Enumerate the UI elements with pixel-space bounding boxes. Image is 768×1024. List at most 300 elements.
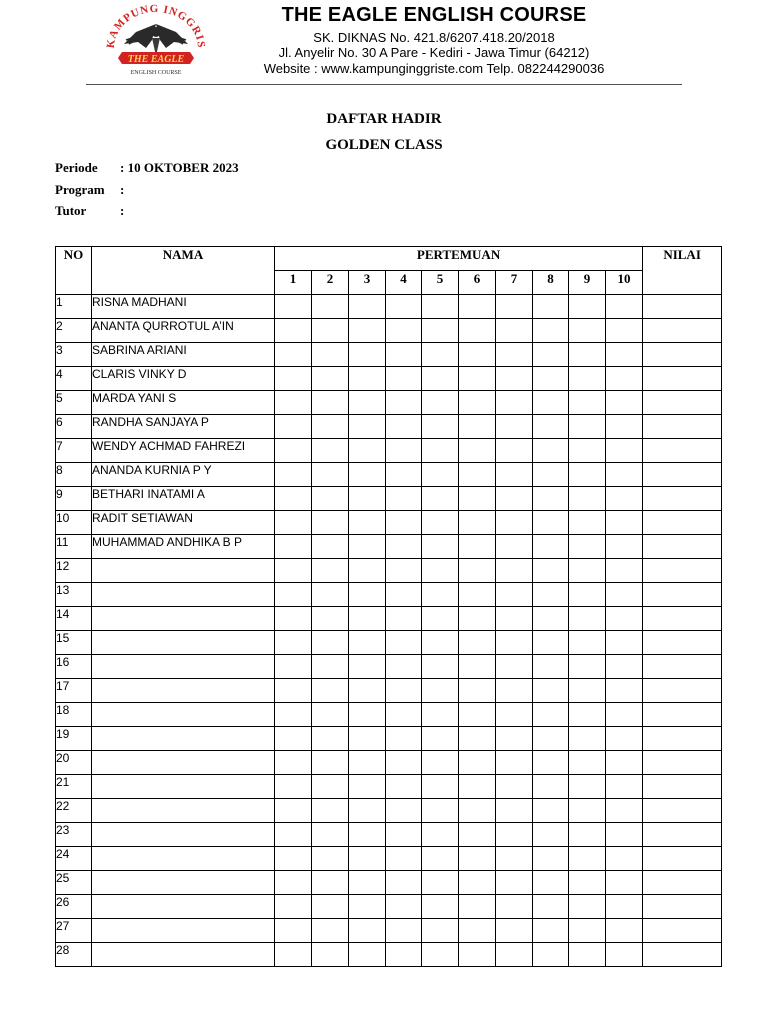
table-row xyxy=(56,487,722,511)
row-number: 28 xyxy=(56,943,92,967)
attendance-cell xyxy=(459,319,496,343)
attendance-cell xyxy=(422,439,459,463)
grade-cell xyxy=(643,319,722,343)
row-number: 2 xyxy=(56,319,92,343)
attendance-cell xyxy=(386,727,422,751)
col-header-meeting: 8 xyxy=(533,271,569,295)
attendance-cell xyxy=(349,775,386,799)
attendance-cell xyxy=(533,751,569,775)
attendance-cell xyxy=(275,415,312,439)
attendance-cell xyxy=(459,439,496,463)
attendance-cell xyxy=(422,295,459,319)
attendance-cell xyxy=(386,343,422,367)
attendance-cell xyxy=(533,415,569,439)
attendance-cell xyxy=(349,679,386,703)
attendance-cell xyxy=(386,535,422,559)
attendance-cell xyxy=(312,607,349,631)
attendance-cell xyxy=(569,799,606,823)
table-row xyxy=(56,535,722,559)
attendance-cell xyxy=(496,583,533,607)
attendance-cell xyxy=(533,727,569,751)
attendance-cell xyxy=(496,559,533,583)
attendance-cell xyxy=(569,367,606,391)
attendance-cell xyxy=(496,847,533,871)
attendance-cell xyxy=(312,559,349,583)
row-number: 15 xyxy=(56,631,92,655)
grade-cell xyxy=(643,559,722,583)
row-number: 10 xyxy=(56,511,92,535)
attendance-cell xyxy=(386,847,422,871)
attendance-cell xyxy=(275,583,312,607)
attendance-cell xyxy=(386,559,422,583)
attendance-cell xyxy=(459,415,496,439)
meta-program xyxy=(55,182,455,198)
grade-cell xyxy=(643,775,722,799)
row-number: 8 xyxy=(56,463,92,487)
attendance-cell xyxy=(459,871,496,895)
meta-tutor xyxy=(55,203,455,219)
attendance-cell xyxy=(533,703,569,727)
grade-cell xyxy=(643,847,722,871)
attendance-cell xyxy=(312,367,349,391)
attendance-cell xyxy=(312,775,349,799)
attendance-cell xyxy=(275,919,312,943)
attendance-cell xyxy=(569,583,606,607)
attendance-cell xyxy=(496,367,533,391)
attendance-cell xyxy=(312,919,349,943)
document-subtitle: GOLDEN CLASS xyxy=(325,137,443,153)
attendance-cell xyxy=(569,703,606,727)
attendance-cell xyxy=(349,943,386,967)
grade-cell xyxy=(643,607,722,631)
grade-cell xyxy=(643,439,722,463)
attendance-cell xyxy=(496,775,533,799)
attendance-cell xyxy=(459,535,496,559)
table-row xyxy=(56,751,722,775)
grade-cell xyxy=(643,871,722,895)
row-number: 9 xyxy=(56,487,92,511)
attendance-cell xyxy=(349,559,386,583)
attendance-cell xyxy=(569,631,606,655)
attendance-cell xyxy=(386,511,422,535)
col-header-nama: NAMA xyxy=(92,247,275,295)
table-row xyxy=(56,679,722,703)
student-name xyxy=(92,775,275,799)
grade-cell xyxy=(643,535,722,559)
table-row xyxy=(56,775,722,799)
attendance-cell xyxy=(422,487,459,511)
attendance-cell xyxy=(386,703,422,727)
table-row xyxy=(56,439,722,463)
attendance-cell xyxy=(606,439,643,463)
attendance-cell xyxy=(606,847,643,871)
attendance-cell xyxy=(349,847,386,871)
attendance-cell xyxy=(496,391,533,415)
grade-cell xyxy=(643,799,722,823)
attendance-cell xyxy=(569,847,606,871)
col-header-meeting: 2 xyxy=(312,271,349,295)
student-name xyxy=(92,871,275,895)
attendance-cell xyxy=(606,655,643,679)
attendance-cell xyxy=(459,343,496,367)
attendance-cell xyxy=(422,823,459,847)
attendance-cell xyxy=(606,535,643,559)
student-name xyxy=(92,655,275,679)
attendance-cell xyxy=(422,919,459,943)
attendance-cell xyxy=(606,775,643,799)
attendance-table xyxy=(55,246,722,967)
attendance-cell xyxy=(533,487,569,511)
row-number: 23 xyxy=(56,823,92,847)
attendance-cell xyxy=(459,727,496,751)
student-name: BETHARI INATAMI A xyxy=(92,487,275,511)
student-name: MARDA YANI S xyxy=(92,391,275,415)
attendance-cell xyxy=(533,439,569,463)
attendance-cell xyxy=(349,487,386,511)
attendance-cell xyxy=(312,895,349,919)
attendance-cell xyxy=(496,439,533,463)
attendance-cell xyxy=(312,511,349,535)
attendance-cell xyxy=(349,295,386,319)
row-number: 20 xyxy=(56,751,92,775)
row-number: 7 xyxy=(56,439,92,463)
attendance-cell xyxy=(349,415,386,439)
grade-cell xyxy=(643,703,722,727)
row-number: 22 xyxy=(56,799,92,823)
attendance-cell xyxy=(422,703,459,727)
attendance-cell xyxy=(422,631,459,655)
attendance-cell xyxy=(275,535,312,559)
logo-bottom-text: ENGLISH COURSE xyxy=(130,70,182,76)
student-name: ANANTA QURROTUL A’IN xyxy=(92,319,275,343)
attendance-cell xyxy=(312,319,349,343)
table-row xyxy=(56,703,722,727)
attendance-cell xyxy=(569,775,606,799)
table-row xyxy=(56,799,722,823)
attendance-cell xyxy=(569,463,606,487)
attendance-cell xyxy=(349,391,386,415)
attendance-cell xyxy=(533,343,569,367)
student-name xyxy=(92,559,275,583)
attendance-cell xyxy=(496,655,533,679)
attendance-cell xyxy=(533,943,569,967)
attendance-cell xyxy=(606,415,643,439)
attendance-cell xyxy=(386,583,422,607)
attendance-cell xyxy=(422,607,459,631)
attendance-cell xyxy=(349,607,386,631)
attendance-cell xyxy=(606,391,643,415)
attendance-cell xyxy=(386,367,422,391)
row-number: 11 xyxy=(56,535,92,559)
attendance-cell xyxy=(569,535,606,559)
attendance-cell xyxy=(496,463,533,487)
attendance-cell xyxy=(459,583,496,607)
org-address: Jl. Anyelir No. 30 A Pare - Kediri - Jawa Timur (64212) xyxy=(278,45,590,60)
attendance-cell xyxy=(496,415,533,439)
attendance-cell xyxy=(496,487,533,511)
attendance-cell xyxy=(496,607,533,631)
attendance-cell xyxy=(569,343,606,367)
attendance-cell xyxy=(496,511,533,535)
table-row xyxy=(56,943,722,967)
attendance-cell xyxy=(606,463,643,487)
attendance-cell xyxy=(422,415,459,439)
attendance-cell xyxy=(422,727,459,751)
attendance-cell xyxy=(312,439,349,463)
attendance-cell xyxy=(312,703,349,727)
attendance-cell xyxy=(349,655,386,679)
attendance-cell xyxy=(349,439,386,463)
attendance-cell xyxy=(496,823,533,847)
meta-periode xyxy=(55,160,455,176)
attendance-cell xyxy=(459,751,496,775)
attendance-cell xyxy=(275,367,312,391)
attendance-cell xyxy=(569,727,606,751)
table-row xyxy=(56,871,722,895)
attendance-cell xyxy=(569,439,606,463)
meta-tutor-label: Tutor xyxy=(55,203,87,218)
attendance-cell xyxy=(422,367,459,391)
attendance-cell xyxy=(349,895,386,919)
attendance-cell xyxy=(606,487,643,511)
header-row xyxy=(56,247,722,271)
attendance-cell xyxy=(496,343,533,367)
attendance-cell xyxy=(606,823,643,847)
attendance-cell xyxy=(606,895,643,919)
attendance-cell xyxy=(275,295,312,319)
table-row xyxy=(56,919,722,943)
row-number: 18 xyxy=(56,703,92,727)
grade-cell xyxy=(643,487,722,511)
table-row xyxy=(56,415,722,439)
attendance-cell xyxy=(606,799,643,823)
attendance-cell xyxy=(569,295,606,319)
attendance-cell xyxy=(312,295,349,319)
attendance-cell xyxy=(496,919,533,943)
student-name xyxy=(92,799,275,823)
grade-cell xyxy=(643,751,722,775)
attendance-cell xyxy=(312,583,349,607)
attendance-cell xyxy=(275,799,312,823)
student-name xyxy=(92,703,275,727)
attendance-cell xyxy=(459,775,496,799)
row-number: 26 xyxy=(56,895,92,919)
attendance-cell xyxy=(496,727,533,751)
attendance-cell xyxy=(275,679,312,703)
attendance-cell xyxy=(533,919,569,943)
attendance-cell xyxy=(275,847,312,871)
attendance-cell xyxy=(569,895,606,919)
col-header-meeting: 4 xyxy=(386,271,422,295)
attendance-cell xyxy=(349,367,386,391)
attendance-cell xyxy=(606,343,643,367)
student-name: ANANDA KURNIA P Y xyxy=(92,463,275,487)
row-number: 16 xyxy=(56,655,92,679)
attendance-cell xyxy=(533,295,569,319)
grade-cell xyxy=(643,415,722,439)
table-row xyxy=(56,655,722,679)
attendance-cell xyxy=(275,631,312,655)
attendance-cell xyxy=(533,847,569,871)
table-row xyxy=(56,583,722,607)
attendance-cell xyxy=(275,703,312,727)
attendance-cell xyxy=(386,895,422,919)
student-name xyxy=(92,583,275,607)
attendance-cell xyxy=(422,871,459,895)
attendance-cell xyxy=(606,583,643,607)
attendance-cell xyxy=(606,631,643,655)
meta-periode-label: Periode xyxy=(55,160,98,175)
attendance-cell xyxy=(275,463,312,487)
student-name: WENDY ACHMAD FAHREZI xyxy=(92,439,275,463)
attendance-cell xyxy=(606,943,643,967)
table-row xyxy=(56,631,722,655)
row-number: 4 xyxy=(56,367,92,391)
attendance-cell xyxy=(459,943,496,967)
attendance-cell xyxy=(312,463,349,487)
attendance-cell xyxy=(533,895,569,919)
row-number: 21 xyxy=(56,775,92,799)
row-number: 25 xyxy=(56,871,92,895)
table-row xyxy=(56,367,722,391)
attendance-cell xyxy=(312,751,349,775)
attendance-cell xyxy=(312,679,349,703)
attendance-cell xyxy=(386,295,422,319)
attendance-cell xyxy=(312,487,349,511)
attendance-cell xyxy=(606,751,643,775)
attendance-cell xyxy=(533,391,569,415)
meta-periode-value: : 10 OKTOBER 2023 xyxy=(120,160,239,175)
attendance-cell xyxy=(386,919,422,943)
attendance-cell xyxy=(496,895,533,919)
grade-cell xyxy=(643,655,722,679)
col-header-meeting: 10 xyxy=(606,271,643,295)
attendance-cell xyxy=(422,319,459,343)
grade-cell xyxy=(643,919,722,943)
attendance-cell xyxy=(422,655,459,679)
attendance-cell xyxy=(606,295,643,319)
attendance-cell xyxy=(386,607,422,631)
attendance-cell xyxy=(533,775,569,799)
attendance-cell xyxy=(606,559,643,583)
table-row xyxy=(56,895,722,919)
grade-cell xyxy=(643,511,722,535)
attendance-cell xyxy=(496,319,533,343)
attendance-cell xyxy=(312,415,349,439)
attendance-cell xyxy=(349,919,386,943)
table-row xyxy=(56,727,722,751)
attendance-cell xyxy=(386,487,422,511)
student-name: SABRINA ARIANI xyxy=(92,343,275,367)
attendance-cell xyxy=(569,919,606,943)
attendance-cell xyxy=(533,655,569,679)
attendance-cell xyxy=(606,367,643,391)
attendance-cell xyxy=(349,583,386,607)
row-number: 1 xyxy=(56,295,92,319)
attendance-cell xyxy=(459,703,496,727)
attendance-cell xyxy=(459,847,496,871)
attendance-cell xyxy=(349,727,386,751)
table-row xyxy=(56,511,722,535)
attendance-cell xyxy=(312,799,349,823)
student-name xyxy=(92,607,275,631)
attendance-cell xyxy=(496,871,533,895)
attendance-cell xyxy=(275,607,312,631)
grade-cell xyxy=(643,679,722,703)
attendance-cell xyxy=(606,607,643,631)
attendance-cell xyxy=(533,559,569,583)
attendance-cell xyxy=(349,463,386,487)
attendance-cell xyxy=(533,367,569,391)
row-number: 12 xyxy=(56,559,92,583)
attendance-cell xyxy=(496,535,533,559)
attendance-cell xyxy=(459,823,496,847)
attendance-cell xyxy=(459,799,496,823)
col-header-meeting: 5 xyxy=(422,271,459,295)
student-name xyxy=(92,847,275,871)
attendance-cell xyxy=(312,631,349,655)
row-number: 24 xyxy=(56,847,92,871)
attendance-cell xyxy=(349,511,386,535)
attendance-cell xyxy=(422,847,459,871)
table-row xyxy=(56,391,722,415)
grade-cell xyxy=(643,391,722,415)
attendance-cell xyxy=(496,295,533,319)
attendance-cell xyxy=(606,679,643,703)
attendance-cell xyxy=(606,511,643,535)
attendance-cell xyxy=(533,799,569,823)
attendance-cell xyxy=(386,679,422,703)
meta-program-value: : xyxy=(120,182,125,197)
attendance-cell xyxy=(422,583,459,607)
table-row xyxy=(56,295,722,319)
attendance-cell xyxy=(275,895,312,919)
attendance-cell xyxy=(275,775,312,799)
attendance-cell xyxy=(349,799,386,823)
letterhead xyxy=(0,0,768,90)
attendance-cell xyxy=(386,775,422,799)
attendance-cell xyxy=(275,943,312,967)
student-name xyxy=(92,679,275,703)
row-number: 14 xyxy=(56,607,92,631)
attendance-cell xyxy=(459,895,496,919)
row-number: 17 xyxy=(56,679,92,703)
org-name: THE EAGLE ENGLISH COURSE xyxy=(281,4,587,26)
attendance-cell xyxy=(459,487,496,511)
attendance-cell xyxy=(386,943,422,967)
grade-cell xyxy=(643,943,722,967)
attendance-cell xyxy=(569,655,606,679)
attendance-cell xyxy=(349,631,386,655)
attendance-cell xyxy=(422,895,459,919)
attendance-cell xyxy=(422,679,459,703)
attendance-cell xyxy=(606,919,643,943)
attendance-cell xyxy=(386,463,422,487)
attendance-cell xyxy=(349,823,386,847)
student-name xyxy=(92,943,275,967)
attendance-cell xyxy=(275,559,312,583)
student-name xyxy=(92,751,275,775)
row-number: 19 xyxy=(56,727,92,751)
attendance-cell xyxy=(349,319,386,343)
logo-arc-text: KAMPUNG INGGRIS xyxy=(104,4,208,49)
row-number: 6 xyxy=(56,415,92,439)
attendance-cell xyxy=(422,943,459,967)
eagle-logo-icon xyxy=(96,4,216,84)
attendance-cell xyxy=(422,535,459,559)
attendance-cell xyxy=(533,511,569,535)
attendance-cell xyxy=(569,559,606,583)
